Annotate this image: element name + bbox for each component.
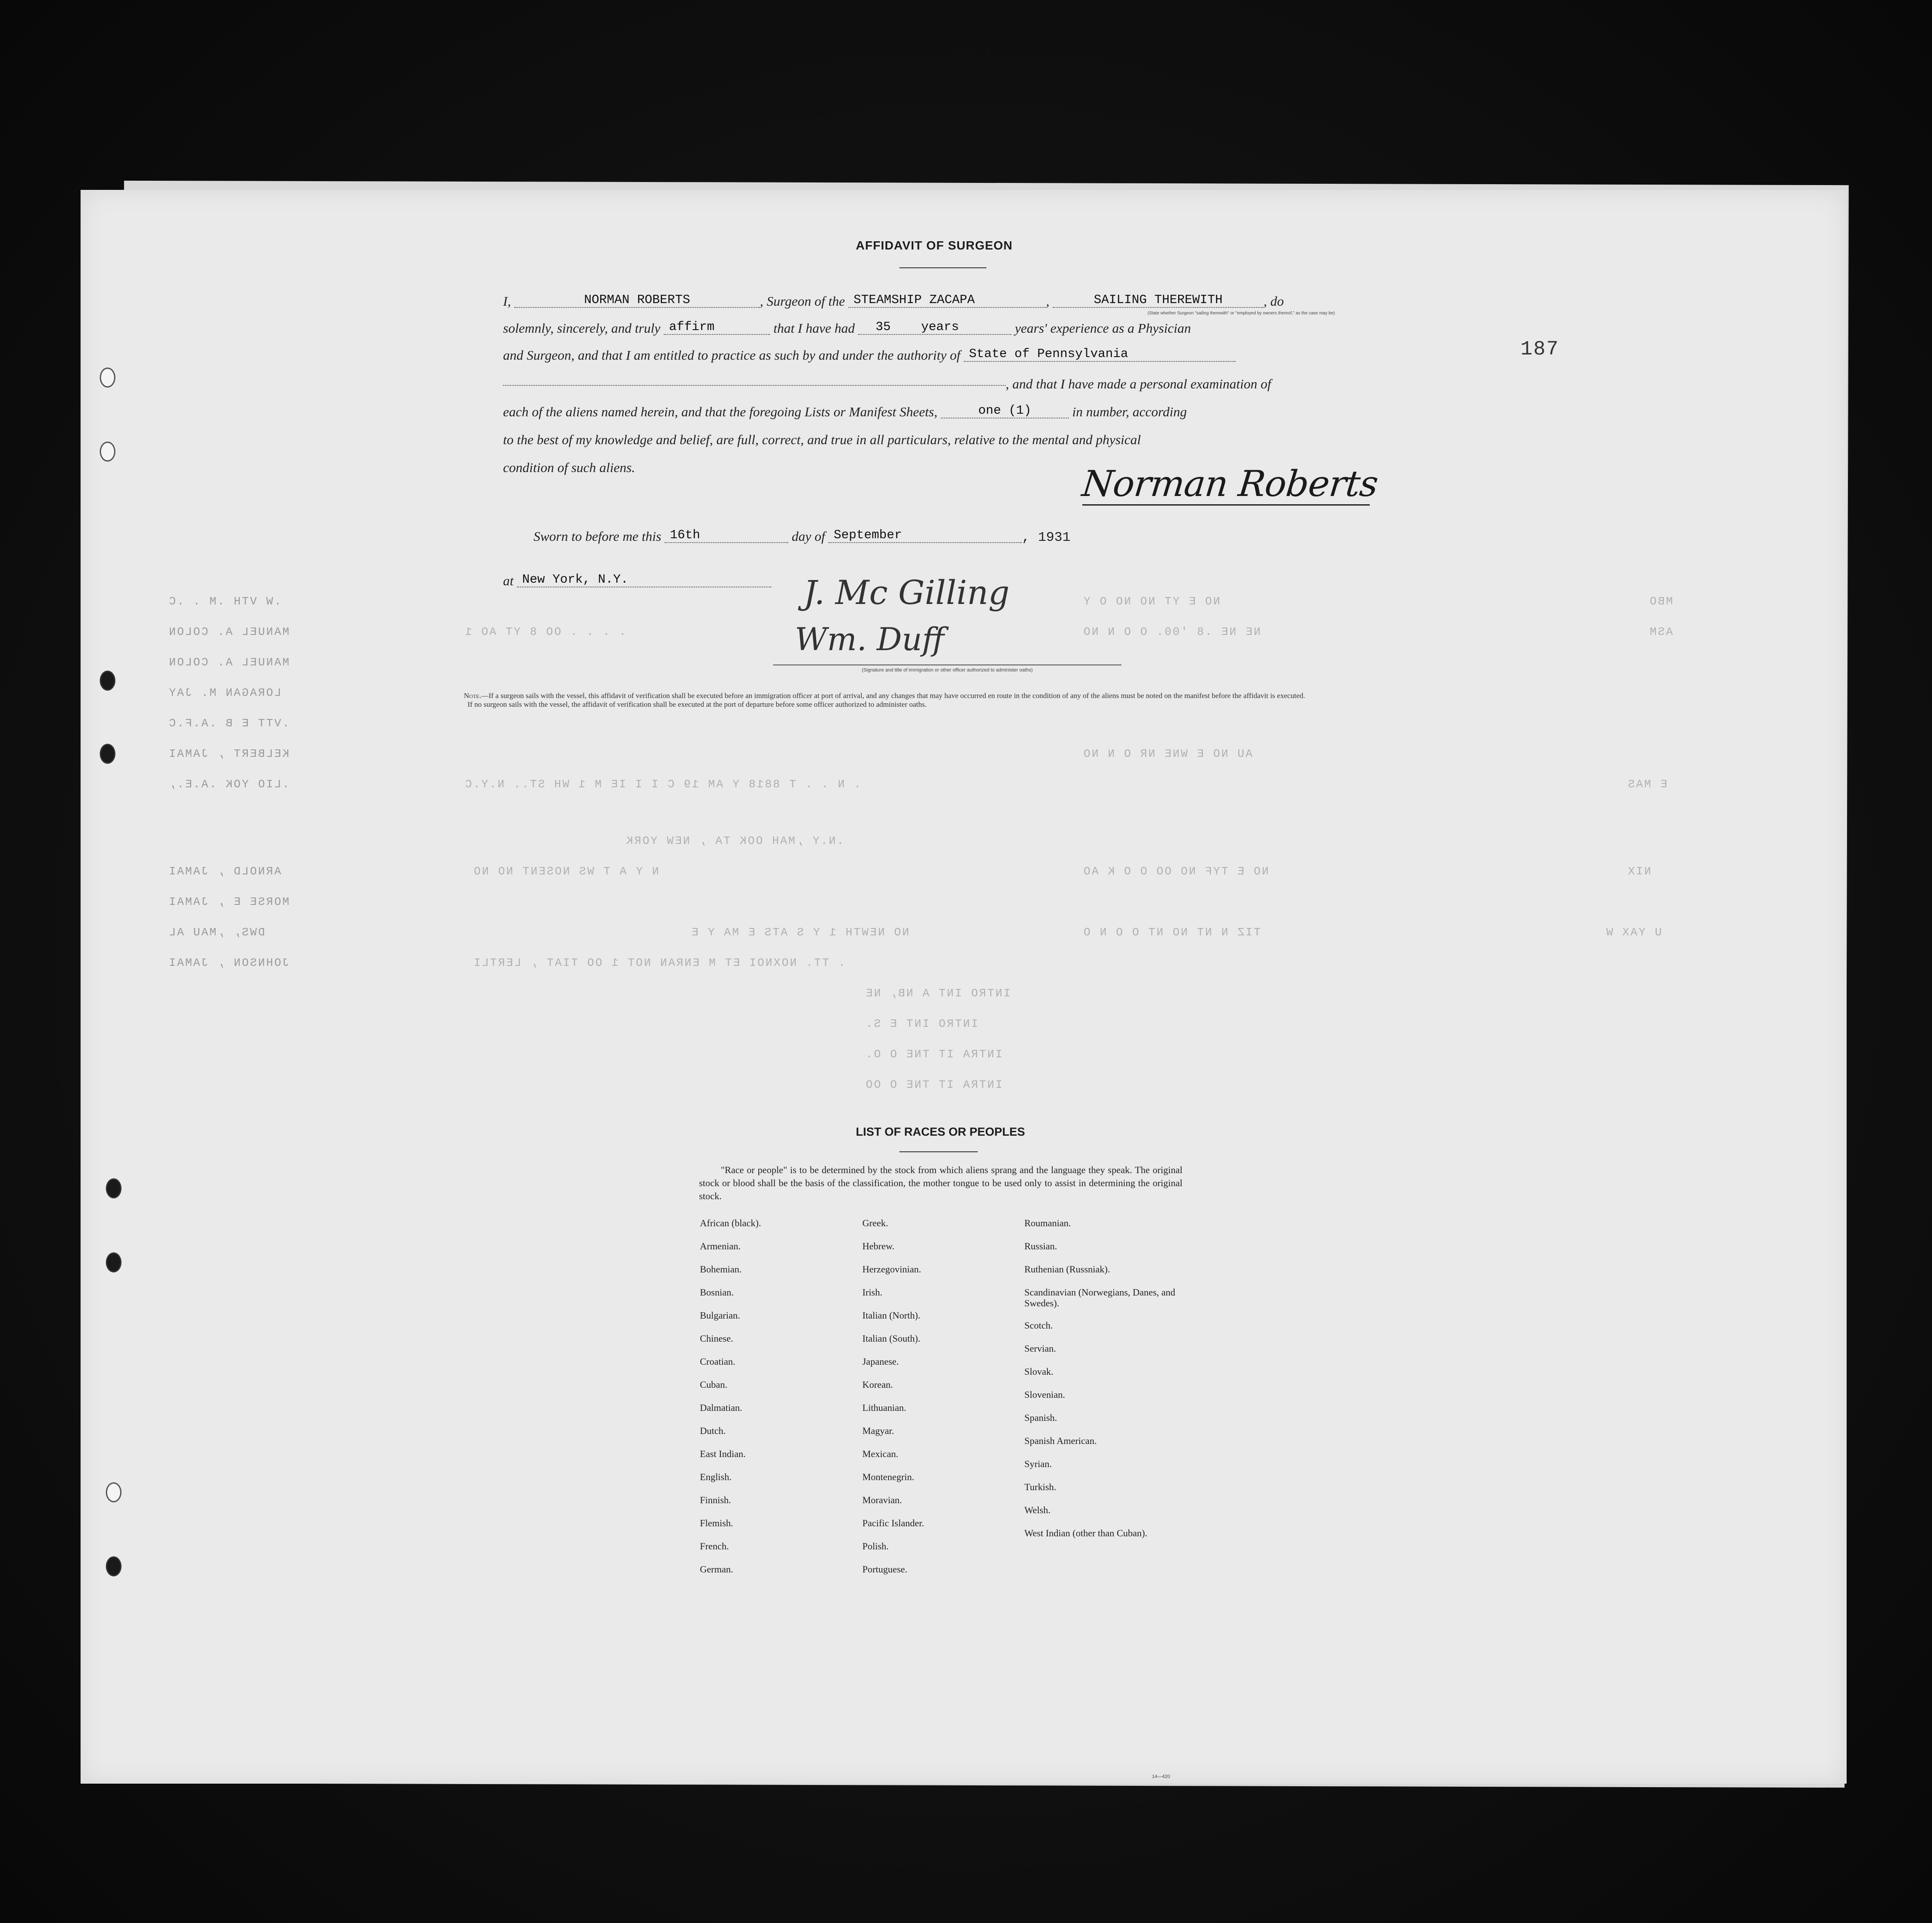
races-title: LIST OF RACES OR PEOPLES bbox=[856, 1125, 1025, 1138]
races-divider bbox=[899, 1151, 978, 1152]
affidavit-line-3 bbox=[503, 347, 1236, 364]
race-item: Chinese. bbox=[700, 1333, 733, 1344]
affidavit-line-5 bbox=[503, 404, 1187, 421]
note-lead: Note. bbox=[464, 692, 481, 700]
sworn-line bbox=[534, 529, 1071, 546]
bleed-through-text: NO E YT NO NO O Y bbox=[1082, 595, 1220, 608]
line-text: that I have had bbox=[773, 320, 855, 336]
years-word: years bbox=[921, 320, 959, 334]
line-text: and Surgeon, and that I am entitled to practice as such by and under the authority of bbox=[503, 347, 961, 363]
race-item: Moravian. bbox=[862, 1495, 902, 1505]
races-intro: "Race or people" is to be determined by the stock from which aliens sprang and the language they speak. The original stock or blood shall be the basis of the classification, the mother tongue to be used only to assist in determining the original stock. bbox=[699, 1164, 1182, 1201]
bleed-through-text: LORAGAN M. JAY bbox=[168, 686, 281, 699]
bleed-through-text: E MAS bbox=[1627, 778, 1668, 791]
race-item: Syrian. bbox=[1024, 1458, 1052, 1469]
affidavit-line-7: condition of such aliens. bbox=[503, 460, 635, 475]
line-text: day of bbox=[791, 529, 825, 544]
race-item: Portuguese. bbox=[862, 1564, 908, 1575]
race-item: Italian (South). bbox=[862, 1333, 921, 1344]
officer-signature: J. Mc Gilling bbox=[804, 573, 1010, 612]
race-item: Flemish. bbox=[700, 1518, 733, 1528]
vessel-name: STEAMSHIP ZACAPA bbox=[848, 293, 1046, 308]
sworn-month: September bbox=[828, 528, 1022, 543]
document-page bbox=[81, 190, 1847, 1784]
race-item: Ruthenian (Russniak). bbox=[1024, 1264, 1110, 1275]
race-item: Greek. bbox=[862, 1218, 888, 1228]
bleed-through-text: ASM bbox=[1648, 625, 1673, 638]
oath-type: affirm bbox=[664, 320, 770, 335]
race-item: West Indian (other than Cuban). bbox=[1024, 1528, 1148, 1538]
bleed-through-text: INTRO INT A NB, NE bbox=[865, 987, 1010, 1000]
title-divider bbox=[899, 267, 986, 268]
line-text: in number, according bbox=[1072, 404, 1187, 419]
bleed-through-text: NE NE .8 '00. O O N NO bbox=[1082, 625, 1261, 638]
bleed-through-text: NIX bbox=[1627, 865, 1651, 878]
race-item: Scotch. bbox=[1024, 1320, 1053, 1331]
race-item: Lithuanian. bbox=[862, 1402, 906, 1413]
bleed-through-text: MANUEL A. COLON bbox=[168, 656, 290, 669]
race-item: Korean. bbox=[862, 1379, 893, 1390]
line-text: at bbox=[503, 573, 514, 588]
race-item: Japanese. bbox=[862, 1356, 899, 1367]
punch-hole bbox=[106, 1482, 122, 1502]
line-text: years' experience as a Physician bbox=[1015, 320, 1191, 336]
race-item: Cuban. bbox=[700, 1379, 727, 1390]
bleed-through-text: INTRO INT E S. bbox=[865, 1017, 978, 1030]
punch-hole bbox=[100, 442, 115, 462]
punch-hole bbox=[100, 671, 115, 691]
capacity-note: (State whether Surgeon "sailing therewith" or "employed by owners thereof," as the case may be) bbox=[1148, 311, 1335, 316]
races-column-2 bbox=[862, 1218, 924, 1587]
race-item: Dutch. bbox=[700, 1425, 726, 1436]
bleed-through-text: .LIO YOK .A.E., bbox=[168, 778, 290, 791]
bleed-through-text: AU NO E WNE NR O N NO bbox=[1082, 747, 1253, 760]
race-item: Slovak. bbox=[1024, 1366, 1054, 1377]
race-item: Welsh. bbox=[1024, 1505, 1050, 1515]
punch-hole bbox=[106, 1178, 122, 1198]
line-text: Sworn to before me this bbox=[534, 529, 662, 544]
officer-signature: Wm. Duff bbox=[795, 621, 945, 658]
race-item: Pacific Islander. bbox=[862, 1518, 924, 1528]
sworn-place: New York, N.Y. bbox=[517, 572, 771, 587]
race-item: Roumanian. bbox=[1024, 1218, 1071, 1228]
bleed-through-text: . N . . T 8818 Y AM 19 C I I IE M 1 WH ST.. N.Y.C bbox=[464, 778, 861, 791]
affidavit-line-4 bbox=[503, 376, 1271, 392]
race-item: Hebrew. bbox=[862, 1241, 895, 1252]
line-text: solemnly, sincerely, and truly bbox=[503, 320, 661, 336]
affidavit-line-6: to the best of my knowledge and belief, are full, correct, and true in all particulars, relative to the mental and physical bbox=[503, 432, 1141, 447]
affidavit-line-1 bbox=[503, 294, 1284, 310]
races-column-1 bbox=[700, 1218, 761, 1587]
race-item: Bohemian. bbox=[700, 1264, 742, 1275]
punch-hole bbox=[100, 368, 115, 388]
bleed-through-text: . . . . OO 8 YT AO 1 bbox=[464, 625, 626, 638]
bleed-through-text: .VTT E B .A.F.C bbox=[168, 717, 290, 730]
race-item: Polish. bbox=[862, 1541, 889, 1552]
race-item: Italian (North). bbox=[862, 1310, 921, 1321]
race-item: Croatian. bbox=[700, 1356, 736, 1367]
punch-hole bbox=[106, 1556, 122, 1576]
race-item: African (black). bbox=[700, 1218, 761, 1228]
surgeon-capacity: SAILING THEREWITH bbox=[1053, 293, 1263, 308]
race-item: Scandinavian (Norwegians, Danes, and Swedes). bbox=[1024, 1287, 1175, 1309]
surgeon-note bbox=[464, 692, 1335, 709]
race-item: Bulgarian. bbox=[700, 1310, 740, 1321]
bleed-through-text: .W VTH .M . .C bbox=[168, 595, 281, 608]
bleed-through-text: N Y A T WS NOSENT NO NO bbox=[473, 865, 659, 878]
race-item: Armenian. bbox=[700, 1241, 741, 1252]
page-number: 187 bbox=[1520, 338, 1559, 361]
race-item: German. bbox=[700, 1564, 733, 1575]
years-number: 35 bbox=[875, 320, 891, 334]
bleed-through-text: TIZ N NT NO NT O O N O bbox=[1082, 926, 1261, 939]
affidavit-line-2 bbox=[503, 320, 1191, 337]
surgeon-signature: Norman Roberts bbox=[1080, 463, 1380, 505]
bleed-through-text: JOHNSON , JAMAI bbox=[168, 956, 290, 969]
race-item: Magyar. bbox=[862, 1425, 894, 1436]
years-of-experience bbox=[858, 320, 1011, 335]
bleed-through-text: U YAX W bbox=[1605, 926, 1662, 939]
race-item: Irish. bbox=[862, 1287, 882, 1298]
bleed-through-text: MBO bbox=[1648, 595, 1673, 608]
blank-line bbox=[503, 385, 1006, 386]
race-item: Spanish. bbox=[1024, 1412, 1057, 1423]
bleed-through-text: ARNOLD , JAMAI bbox=[168, 865, 281, 878]
race-item: Dalmatian. bbox=[700, 1402, 743, 1413]
line-text: each of the aliens named herein, and that the foregoing Lists or Manifest Sheets, bbox=[503, 404, 938, 419]
line-text: I, bbox=[503, 294, 511, 309]
race-item: Finnish. bbox=[700, 1495, 731, 1505]
sworn-year: , 1931 bbox=[1022, 530, 1071, 545]
note-text: —If a surgeon sails with the vessel, this affidavit of verification shall be executed before an immigration officer at port of arrival, and any changes that may have occurred en route in the condition of any of the aliens must be noted on the manifest before the affidavit is executed. bbox=[481, 692, 1305, 700]
race-item: Bosnian. bbox=[700, 1287, 734, 1298]
form-code: 14—420 bbox=[1152, 1774, 1170, 1779]
race-item: Spanish American. bbox=[1024, 1435, 1097, 1446]
affidavit-title: AFFIDAVIT OF SURGEON bbox=[856, 239, 1013, 252]
race-item: Russian. bbox=[1024, 1241, 1057, 1252]
surgeon-name: NORMAN ROBERTS bbox=[514, 293, 760, 308]
punch-hole bbox=[106, 1252, 122, 1272]
line-text: , Surgeon of the bbox=[760, 294, 845, 309]
sworn-day: 16th bbox=[665, 528, 788, 543]
race-item: East Indian. bbox=[700, 1448, 746, 1459]
races-column-3 bbox=[1024, 1218, 1190, 1561]
line-text: , and that I have made a personal examination of bbox=[1006, 376, 1271, 391]
sworn-place-line bbox=[503, 573, 771, 590]
bleed-through-text: NO NEWTH 1 Y S ATS E MA Y E bbox=[690, 926, 909, 939]
signature-underline bbox=[1082, 504, 1370, 506]
race-item: Herzegovinian. bbox=[862, 1264, 921, 1275]
note-text: If no surgeon sails with the vessel, the affidavit of verification shall be executed at the port of departure before some officer authorized to administer oaths. bbox=[467, 700, 927, 708]
race-item: Turkish. bbox=[1024, 1481, 1057, 1492]
bleed-through-text: DWS, ,MAU AL bbox=[168, 926, 265, 939]
bleed-through-text: .N.Y ,MAH OOK TA , NEW YORK bbox=[625, 834, 844, 847]
race-item: French. bbox=[700, 1541, 729, 1552]
punch-hole bbox=[100, 744, 115, 764]
bleed-through-text: MANUEL A. COLON bbox=[168, 625, 290, 638]
line-text: , do bbox=[1263, 294, 1284, 309]
manifest-sheet-count: one (1) bbox=[941, 403, 1069, 418]
bleed-through-text: INTRA IT TNE O OO bbox=[865, 1078, 1003, 1091]
race-item: Servian. bbox=[1024, 1343, 1056, 1354]
race-item: Slovenian. bbox=[1024, 1389, 1065, 1400]
bleed-through-text: MORSE E , JAMAI bbox=[168, 895, 290, 908]
bleed-through-text: KELBERT , JAMAI bbox=[168, 747, 290, 760]
race-item: Montenegrin. bbox=[862, 1471, 915, 1482]
line-text: , bbox=[1046, 294, 1050, 309]
bleed-through-text: NO E TYF NO OO O O K AO bbox=[1082, 865, 1269, 878]
bleed-through-text: . TT. NOXNOI ET M ENRAN NOT 1 OO TIAT , LERTLI bbox=[473, 956, 845, 969]
practice-authority: State of Pennsylvania bbox=[964, 347, 1236, 362]
bleed-through-text: INTRA IT TNE O O. bbox=[865, 1048, 1003, 1061]
race-item: Mexican. bbox=[862, 1448, 898, 1459]
officer-caption: (Signature and title of immigration or other officer authorized to administer oaths) bbox=[861, 668, 1033, 673]
race-item: English. bbox=[700, 1471, 732, 1482]
